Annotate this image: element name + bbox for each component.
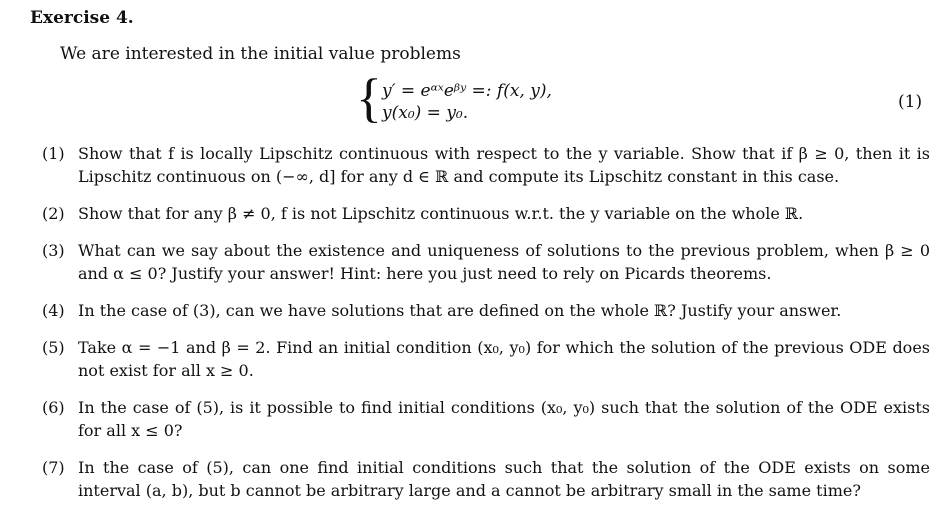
left-brace: { [356,68,382,128]
exercise-intro: We are interested in the initial value problems [60,44,461,64]
question-text: What can we say about the existence and uniqueness of solutions to the previous problem, when β ≥ 0 and α ≤ 0? Justify your answer! Hint: here you just need to rely on Picards theorems. [78,241,930,283]
question-item [42,142,932,188]
question-number: (6) [42,398,65,417]
question-item [42,239,932,285]
question-text: In the case of (5), is it possible to find initial conditions (x₀, y₀) such that the solution of the ODE exists for all x ≤ 0? [78,398,930,440]
question-item [42,202,932,225]
question-number: (4) [42,301,65,320]
question-item [42,299,932,322]
question-text: In the case of (5), can one find initial conditions such that the solution of the ODE exists on some interval (a, b), but b cannot be arbitrary large and a cannot be arbitrary small in the same time? [78,458,930,500]
question-item [42,456,932,502]
question-item [42,336,932,382]
equation-number: (1) [898,92,923,112]
question-number: (5) [42,338,65,357]
initial-condition-equation: y(x₀) = y₀. [382,103,469,123]
question-text: Show that for any β ≠ 0, f is not Lipschitz continuous w.r.t. the y variable on the whole ℝ. [78,204,804,223]
ode-equation: y′ = eᵅˣeᵝʸ =: f(x, y), [382,81,552,101]
question-item [42,396,932,442]
exercise-title: Exercise 4. [30,8,134,28]
question-text: Show that f is locally Lipschitz continuous with respect to the y variable. Show that if β ≥ 0, then it is Lipschitz continuous on (−∞, d] for any d ∈ ℝ and compute its Lipschitz constant in this case. [78,144,930,186]
question-text: Take α = −1 and β = 2. Find an initial condition (x₀, y₀) for which the solution of the previous ODE does not exist for all x ≥ 0. [78,338,930,380]
question-number: (1) [42,144,65,163]
equation-system [356,68,656,128]
question-number: (2) [42,204,65,223]
question-number: (3) [42,241,65,260]
question-number: (7) [42,458,65,477]
question-text: In the case of (3), can we have solutions that are defined on the whole ℝ? Justify your answer. [78,301,842,320]
